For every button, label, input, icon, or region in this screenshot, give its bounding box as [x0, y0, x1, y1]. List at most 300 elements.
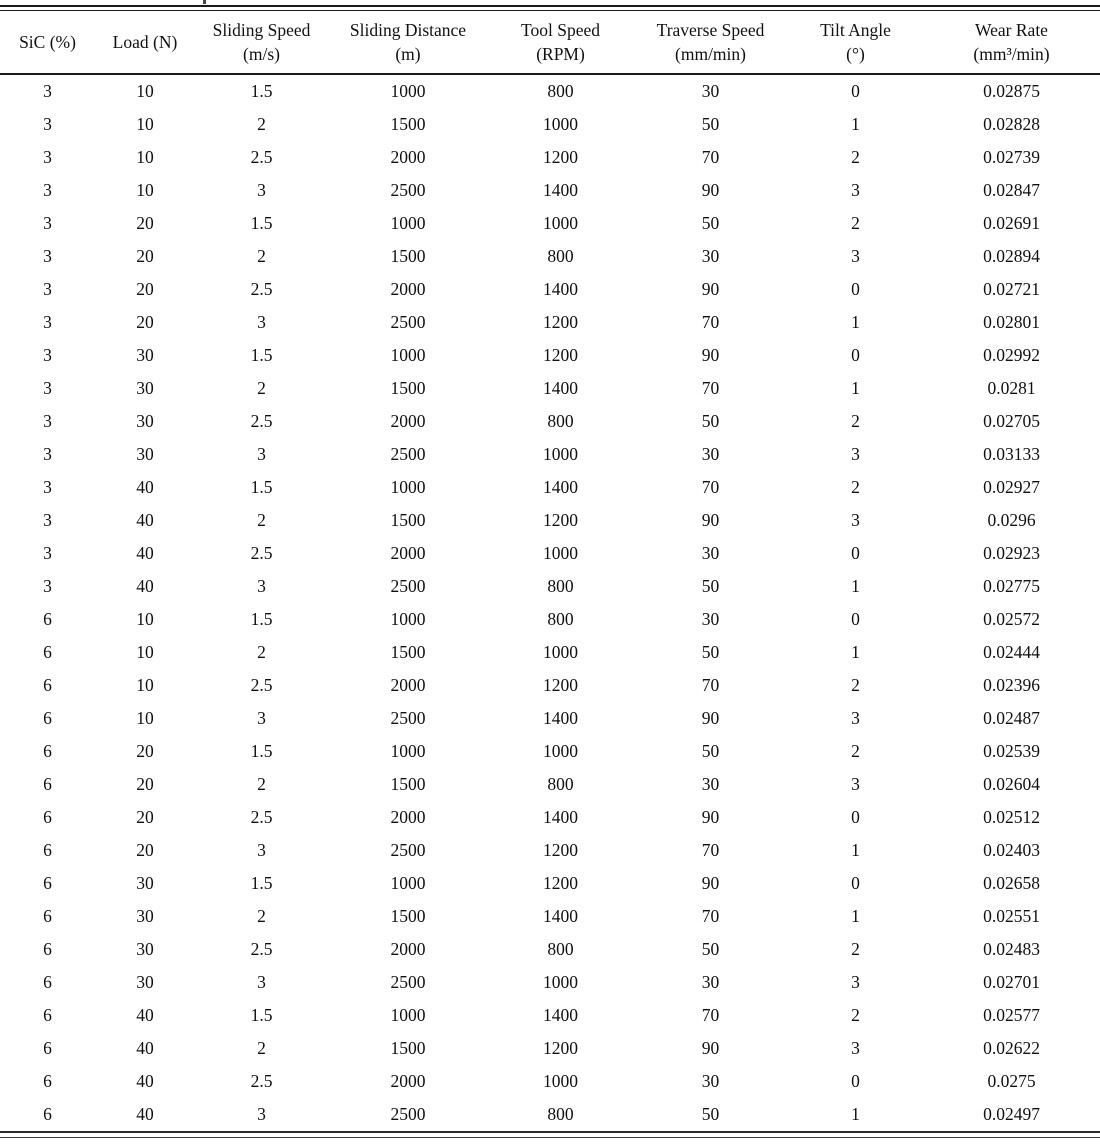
cell-sliding-distance: 2000	[390, 675, 426, 695]
table-row	[0, 570, 1100, 603]
table-row	[0, 834, 1100, 867]
cell-tilt-angle: 2	[851, 477, 860, 497]
cell-sliding-distance: 2500	[390, 1104, 426, 1124]
table-row	[0, 900, 1100, 933]
cell-traverse-speed: 90	[701, 708, 720, 728]
table-row	[0, 207, 1100, 240]
cell-traverse-speed: 30	[701, 81, 720, 101]
cell-tilt-angle: 1	[851, 840, 860, 860]
cell-load: 10	[136, 609, 154, 629]
column-header-unit: (mm³/min)	[973, 44, 1050, 64]
cell-sliding-speed: 2.5	[250, 147, 273, 167]
cell-tilt-angle: 3	[851, 510, 860, 530]
cell-sic: 6	[43, 609, 52, 629]
cell-load: 30	[136, 411, 154, 431]
cell-wear-rate: 0.02992	[983, 345, 1040, 365]
cell-sic: 6	[43, 906, 52, 926]
cell-wear-rate: 0.0296	[987, 510, 1036, 530]
column-header-label: Load (N)	[112, 31, 178, 52]
cell-traverse-speed: 70	[701, 840, 720, 860]
cell-sliding-distance: 1000	[390, 873, 426, 893]
table-body	[0, 74, 1100, 1131]
cell-traverse-speed: 70	[701, 675, 720, 695]
table-row	[0, 669, 1100, 702]
cell-traverse-speed: 30	[701, 774, 720, 794]
cell-tool-speed: 800	[547, 774, 574, 794]
cell-tool-speed: 1400	[543, 708, 578, 728]
cell-tilt-angle: 3	[851, 246, 860, 266]
cell-load: 10	[136, 81, 154, 101]
cell-traverse-speed: 90	[701, 807, 720, 827]
cell-tilt-angle: 3	[851, 180, 860, 200]
cell-wear-rate: 0.02775	[983, 576, 1040, 596]
cell-tilt-angle: 0	[851, 81, 860, 101]
cell-sliding-speed: 2.5	[250, 411, 273, 431]
column-header-wear-rate	[923, 11, 1100, 74]
cell-sliding-speed: 2	[257, 246, 266, 266]
cell-sliding-speed: 1.5	[250, 873, 273, 893]
experiment-parameters-table	[0, 11, 1100, 1131]
cell-wear-rate: 0.0275	[987, 1071, 1036, 1091]
cell-tool-speed: 1000	[543, 1071, 578, 1091]
cell-sliding-distance: 2000	[390, 279, 426, 299]
cell-traverse-speed: 70	[701, 906, 720, 926]
cell-sliding-speed: 3	[257, 576, 266, 596]
cell-load: 20	[136, 741, 154, 761]
cell-sic: 3	[43, 246, 52, 266]
cell-load: 20	[136, 840, 154, 860]
cell-tilt-angle: 3	[851, 774, 860, 794]
cell-load: 20	[136, 807, 154, 827]
cell-sliding-speed: 2	[257, 774, 266, 794]
cell-tool-speed: 1400	[543, 477, 578, 497]
cell-tilt-angle: 1	[851, 312, 860, 332]
cell-sliding-distance: 1000	[390, 1005, 426, 1025]
cell-sliding-distance: 2500	[390, 312, 426, 332]
cell-tilt-angle: 2	[851, 213, 860, 233]
cell-sliding-distance: 1500	[390, 246, 426, 266]
cell-wear-rate: 0.02923	[983, 543, 1040, 563]
cell-sliding-distance: 2000	[390, 939, 426, 959]
cell-tilt-angle: 1	[851, 378, 860, 398]
cell-sic: 6	[43, 642, 52, 662]
cell-wear-rate: 0.03133	[983, 444, 1040, 464]
cell-sic: 3	[43, 81, 52, 101]
cell-wear-rate: 0.02604	[983, 774, 1040, 794]
cell-load: 20	[136, 279, 154, 299]
cell-sliding-speed: 3	[257, 1104, 266, 1124]
cell-tool-speed: 1400	[543, 180, 578, 200]
cell-load: 10	[136, 180, 154, 200]
cell-load: 20	[136, 246, 154, 266]
cell-sic: 3	[43, 510, 52, 530]
cell-wear-rate: 0.02701	[983, 972, 1040, 992]
cell-wear-rate: 0.02622	[983, 1038, 1040, 1058]
cell-load: 40	[136, 1071, 154, 1091]
cell-sic: 6	[43, 1005, 52, 1025]
table-bottom-double-rule	[0, 1131, 1100, 1138]
cell-tool-speed: 1400	[543, 906, 578, 926]
column-header-sic	[0, 11, 95, 74]
cell-load: 40	[136, 1005, 154, 1025]
cell-sic: 6	[43, 840, 52, 860]
cell-load: 40	[136, 510, 154, 530]
column-header-label: Traverse Speed	[656, 19, 765, 40]
cell-wear-rate: 0.02512	[983, 807, 1040, 827]
table-row	[0, 372, 1100, 405]
cell-tool-speed: 1000	[543, 543, 578, 563]
cell-load: 30	[136, 345, 154, 365]
cell-tilt-angle: 2	[851, 1005, 860, 1025]
cell-sliding-speed: 3	[257, 312, 266, 332]
cell-sliding-distance: 1500	[390, 510, 426, 530]
cell-wear-rate: 0.02551	[983, 906, 1040, 926]
cell-wear-rate: 0.02705	[983, 411, 1040, 431]
cell-tool-speed: 800	[547, 411, 574, 431]
cell-load: 20	[136, 312, 154, 332]
table-row	[0, 306, 1100, 339]
cell-tool-speed: 1200	[543, 510, 578, 530]
cell-sic: 6	[43, 972, 52, 992]
cell-sliding-speed: 3	[257, 180, 266, 200]
table-row	[0, 339, 1100, 372]
cell-load: 40	[136, 1104, 154, 1124]
column-header-unit: (m/s)	[243, 44, 280, 64]
cell-sliding-speed: 2	[257, 642, 266, 662]
cell-sliding-speed: 1.5	[250, 609, 273, 629]
cell-sliding-speed: 1.5	[250, 345, 273, 365]
cell-sic: 6	[43, 1104, 52, 1124]
cell-wear-rate: 0.02801	[983, 312, 1040, 332]
column-header-traverse-speed	[633, 11, 788, 74]
cell-load: 10	[136, 708, 154, 728]
cell-sliding-speed: 2	[257, 114, 266, 134]
table-row	[0, 504, 1100, 537]
table-row	[0, 438, 1100, 471]
cell-traverse-speed: 50	[701, 939, 720, 959]
cell-sliding-speed: 2	[257, 1038, 266, 1058]
cell-tilt-angle: 0	[851, 873, 860, 893]
cell-load: 30	[136, 378, 154, 398]
cell-sliding-distance: 1000	[390, 213, 426, 233]
cell-tool-speed: 800	[547, 576, 574, 596]
cell-tilt-angle: 2	[851, 147, 860, 167]
cell-load: 10	[136, 642, 154, 662]
cell-load: 30	[136, 972, 154, 992]
cell-tilt-angle: 1	[851, 114, 860, 134]
cell-sic: 3	[43, 213, 52, 233]
cell-tool-speed: 800	[547, 246, 574, 266]
cell-sic: 6	[43, 741, 52, 761]
cell-sliding-speed: 2.5	[250, 1071, 273, 1091]
table-row	[0, 273, 1100, 306]
cell-sic: 6	[43, 873, 52, 893]
cell-traverse-speed: 90	[701, 180, 720, 200]
cell-sliding-speed: 3	[257, 972, 266, 992]
cell-tilt-angle: 1	[851, 906, 860, 926]
cell-tool-speed: 1200	[543, 1038, 578, 1058]
cell-traverse-speed: 70	[701, 378, 720, 398]
cell-tool-speed: 1000	[543, 642, 578, 662]
table-row	[0, 1065, 1100, 1098]
cell-sliding-distance: 2500	[390, 840, 426, 860]
cell-tilt-angle: 3	[851, 972, 860, 992]
cell-tool-speed: 1000	[543, 741, 578, 761]
column-header-load	[95, 11, 195, 74]
column-header-label: Tilt Angle	[820, 19, 891, 40]
cell-tilt-angle: 0	[851, 807, 860, 827]
cell-traverse-speed: 50	[701, 114, 720, 134]
cell-sic: 3	[43, 411, 52, 431]
cell-tilt-angle: 0	[851, 543, 860, 563]
cell-traverse-speed: 30	[701, 246, 720, 266]
cell-wear-rate: 0.02497	[983, 1104, 1040, 1124]
cell-wear-rate: 0.02487	[983, 708, 1040, 728]
cell-sliding-speed: 3	[257, 708, 266, 728]
cell-tool-speed: 1200	[543, 840, 578, 860]
table-row	[0, 801, 1100, 834]
table-row	[0, 966, 1100, 999]
cell-sliding-distance: 1500	[390, 1038, 426, 1058]
column-header-unit: (m)	[395, 44, 421, 64]
column-header-sliding-speed	[195, 11, 328, 74]
cell-traverse-speed: 30	[701, 444, 720, 464]
cell-tilt-angle: 0	[851, 345, 860, 365]
cell-sic: 3	[43, 114, 52, 134]
cell-traverse-speed: 70	[701, 312, 720, 332]
cell-sliding-speed: 2	[257, 378, 266, 398]
cell-sic: 3	[43, 378, 52, 398]
cell-sliding-distance: 1000	[390, 345, 426, 365]
cell-sliding-distance: 1000	[390, 741, 426, 761]
cell-sliding-speed: 1.5	[250, 741, 273, 761]
cell-tilt-angle: 2	[851, 675, 860, 695]
cell-traverse-speed: 90	[701, 873, 720, 893]
cell-load: 30	[136, 444, 154, 464]
cell-traverse-speed: 30	[701, 972, 720, 992]
cell-sliding-distance: 2500	[390, 444, 426, 464]
cell-sliding-speed: 2	[257, 510, 266, 530]
cell-sic: 3	[43, 444, 52, 464]
cell-tilt-angle: 2	[851, 411, 860, 431]
cell-tilt-angle: 1	[851, 576, 860, 596]
cell-tool-speed: 1000	[543, 114, 578, 134]
table-row	[0, 933, 1100, 966]
cell-sliding-distance: 2000	[390, 147, 426, 167]
cell-tilt-angle: 0	[851, 609, 860, 629]
cell-sic: 3	[43, 279, 52, 299]
cell-wear-rate: 0.02927	[983, 477, 1040, 497]
column-header-label: Wear Rate	[975, 19, 1048, 40]
table-row	[0, 174, 1100, 207]
table-row	[0, 867, 1100, 900]
cell-traverse-speed: 50	[701, 576, 720, 596]
cell-sic: 3	[43, 576, 52, 596]
cell-sliding-speed: 1.5	[250, 213, 273, 233]
cell-wear-rate: 0.02403	[983, 840, 1040, 860]
cell-load: 40	[136, 1038, 154, 1058]
cell-tilt-angle: 2	[851, 939, 860, 959]
cell-tool-speed: 800	[547, 609, 574, 629]
table-row	[0, 702, 1100, 735]
cell-sic: 6	[43, 708, 52, 728]
table-row	[0, 240, 1100, 273]
table-row	[0, 537, 1100, 570]
cell-sliding-speed: 2.5	[250, 939, 273, 959]
cell-sic: 3	[43, 345, 52, 365]
cell-tilt-angle: 3	[851, 1038, 860, 1058]
cell-sliding-speed: 3	[257, 444, 266, 464]
table-header	[0, 11, 1100, 74]
table-row	[0, 141, 1100, 174]
cell-sliding-distance: 1500	[390, 114, 426, 134]
cell-load: 40	[136, 543, 154, 563]
cell-tilt-angle: 3	[851, 444, 860, 464]
cell-load: 30	[136, 939, 154, 959]
cell-traverse-speed: 30	[701, 609, 720, 629]
cell-tool-speed: 1400	[543, 279, 578, 299]
table-header-row	[0, 11, 1100, 74]
cell-sic: 6	[43, 807, 52, 827]
cell-sliding-distance: 2500	[390, 708, 426, 728]
cell-tool-speed: 1000	[543, 213, 578, 233]
cell-tool-speed: 1200	[543, 345, 578, 365]
cell-wear-rate: 0.02539	[983, 741, 1040, 761]
cell-wear-rate: 0.02572	[983, 609, 1040, 629]
cell-traverse-speed: 50	[701, 642, 720, 662]
cell-traverse-speed: 90	[701, 345, 720, 365]
cell-traverse-speed: 30	[701, 543, 720, 563]
cell-traverse-speed: 90	[701, 510, 720, 530]
cell-sliding-distance: 2500	[390, 180, 426, 200]
table-row	[0, 108, 1100, 141]
table-row	[0, 999, 1100, 1032]
cell-traverse-speed: 30	[701, 1071, 720, 1091]
cell-wear-rate: 0.02828	[983, 114, 1040, 134]
cell-sliding-distance: 1000	[390, 81, 426, 101]
cell-tool-speed: 1000	[543, 972, 578, 992]
cell-load: 40	[136, 576, 154, 596]
cell-wear-rate: 0.02691	[983, 213, 1040, 233]
column-header-label: Tool Speed	[521, 19, 600, 40]
cell-sliding-speed: 2.5	[250, 807, 273, 827]
cell-traverse-speed: 50	[701, 411, 720, 431]
cell-sliding-distance: 2500	[390, 972, 426, 992]
cell-sic: 3	[43, 180, 52, 200]
table-row	[0, 768, 1100, 801]
cell-sic: 6	[43, 774, 52, 794]
cell-tilt-angle: 0	[851, 1071, 860, 1091]
cell-sliding-distance: 2000	[390, 543, 426, 563]
cell-wear-rate: 0.02483	[983, 939, 1040, 959]
cell-wear-rate: 0.02875	[983, 81, 1040, 101]
cell-tool-speed: 1200	[543, 312, 578, 332]
table-row	[0, 735, 1100, 768]
cell-sic: 3	[43, 147, 52, 167]
table-row	[0, 1098, 1100, 1131]
cell-wear-rate: 0.02739	[983, 147, 1040, 167]
cell-wear-rate: 0.02721	[983, 279, 1040, 299]
column-header-label: SiC (%)	[19, 31, 76, 52]
table-row	[0, 1032, 1100, 1065]
cell-sliding-distance: 2000	[390, 807, 426, 827]
cell-tool-speed: 1200	[543, 675, 578, 695]
cell-tool-speed: 1000	[543, 444, 578, 464]
cell-load: 20	[136, 213, 154, 233]
cell-sliding-distance: 2500	[390, 576, 426, 596]
cell-sliding-distance: 1500	[390, 642, 426, 662]
column-header-label: Sliding Speed	[212, 19, 311, 40]
cell-load: 30	[136, 906, 154, 926]
cropped-caption-artifact	[203, 0, 206, 4]
cell-sliding-distance: 1500	[390, 774, 426, 794]
cell-traverse-speed: 70	[701, 147, 720, 167]
cell-tool-speed: 1400	[543, 1005, 578, 1025]
cell-wear-rate: 0.02444	[983, 642, 1040, 662]
cell-load: 40	[136, 477, 154, 497]
cell-traverse-speed: 90	[701, 1038, 720, 1058]
column-header-sliding-distance	[328, 11, 488, 74]
cell-sliding-distance: 1000	[390, 609, 426, 629]
table-row	[0, 636, 1100, 669]
cell-traverse-speed: 70	[701, 477, 720, 497]
cell-sliding-speed: 1.5	[250, 81, 273, 101]
cell-sliding-distance: 1500	[390, 906, 426, 926]
cell-wear-rate: 0.02577	[983, 1005, 1040, 1025]
cell-tool-speed: 800	[547, 81, 574, 101]
cell-wear-rate: 0.0281	[987, 378, 1036, 398]
cell-traverse-speed: 90	[701, 279, 720, 299]
table-row	[0, 471, 1100, 504]
cell-sliding-distance: 1000	[390, 477, 426, 497]
cell-tool-speed: 800	[547, 1104, 574, 1124]
cell-sliding-speed: 1.5	[250, 477, 273, 497]
cell-sic: 6	[43, 1038, 52, 1058]
cell-tool-speed: 1200	[543, 147, 578, 167]
cell-traverse-speed: 50	[701, 741, 720, 761]
cell-traverse-speed: 50	[701, 1104, 720, 1124]
cell-tool-speed: 1400	[543, 807, 578, 827]
cell-load: 10	[136, 114, 154, 134]
cell-tilt-angle: 2	[851, 741, 860, 761]
cell-wear-rate: 0.02847	[983, 180, 1040, 200]
cell-sliding-distance: 1500	[390, 378, 426, 398]
cell-tilt-angle: 1	[851, 642, 860, 662]
cell-tilt-angle: 1	[851, 1104, 860, 1124]
cell-load: 30	[136, 873, 154, 893]
cell-sliding-speed: 2.5	[250, 543, 273, 563]
cell-tilt-angle: 0	[851, 279, 860, 299]
cell-sliding-speed: 2.5	[250, 279, 273, 299]
cell-sliding-speed: 3	[257, 840, 266, 860]
column-header-tilt-angle	[788, 11, 923, 74]
cell-sliding-speed: 1.5	[250, 1005, 273, 1025]
cell-sliding-speed: 2.5	[250, 675, 273, 695]
cell-traverse-speed: 70	[701, 1005, 720, 1025]
cell-tilt-angle: 3	[851, 708, 860, 728]
cell-load: 10	[136, 147, 154, 167]
cell-sic: 3	[43, 312, 52, 332]
cell-tool-speed: 1200	[543, 873, 578, 893]
cell-load: 10	[136, 675, 154, 695]
cell-wear-rate: 0.02658	[983, 873, 1040, 893]
table-row	[0, 74, 1100, 108]
table-row	[0, 405, 1100, 438]
cell-sic: 6	[43, 939, 52, 959]
column-header-tool-speed	[488, 11, 633, 74]
column-header-unit: (mm/min)	[675, 44, 746, 64]
cell-tool-speed: 1400	[543, 378, 578, 398]
